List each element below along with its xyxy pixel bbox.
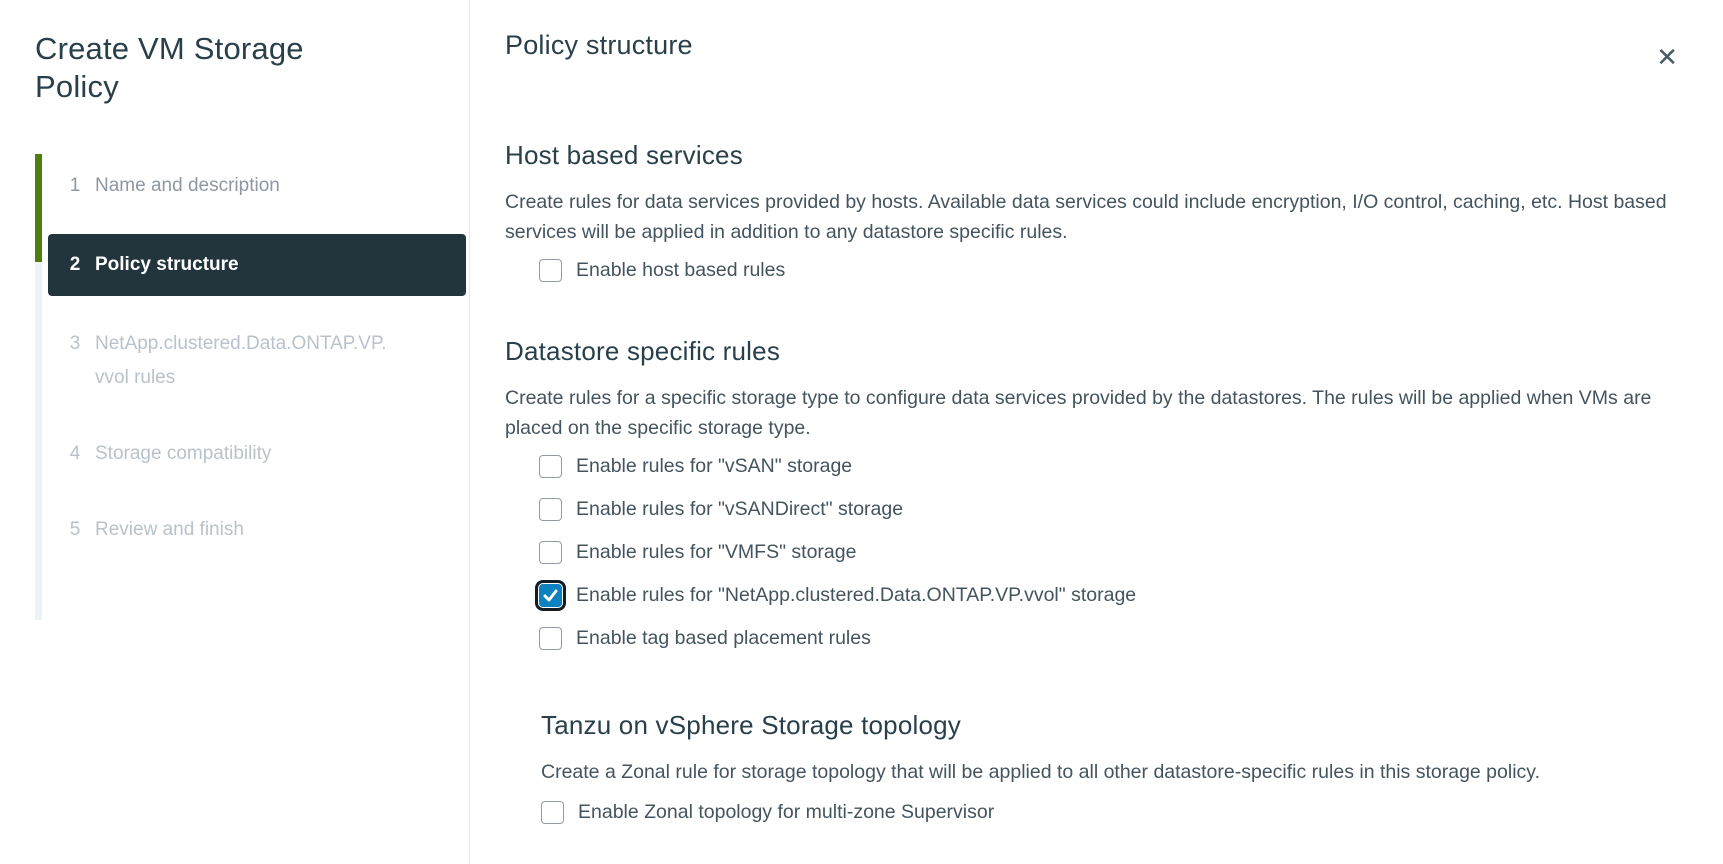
page-title: Policy structure bbox=[505, 30, 693, 60]
host-section-heading: Host based services bbox=[505, 140, 743, 170]
step-number: 3 bbox=[69, 333, 81, 354]
panel-header bbox=[505, 30, 1690, 70]
wizard-title: Create VM Storage Policy bbox=[35, 31, 304, 104]
checkbox-enable-tag-based-placement[interactable] bbox=[539, 627, 562, 650]
datastore-specific-rules-section bbox=[505, 336, 1690, 824]
step-label: Name and description bbox=[95, 175, 280, 196]
tanzu-section-description: Create a Zonal rule for storage topology that will be applied to all other datastore-specific rules in this storage policy. bbox=[541, 761, 1541, 783]
checkbox-row-enable-vmfs-rules[interactable] bbox=[539, 541, 1690, 564]
checkmark-icon bbox=[543, 589, 558, 602]
checkbox-row-enable-zonal-topology[interactable] bbox=[541, 801, 1690, 824]
checkbox-label: Enable Zonal topology for multi-zone Supervisor bbox=[578, 801, 995, 823]
checkbox-label: Enable rules for "vSANDirect" storage bbox=[576, 498, 904, 520]
checkbox-enable-host-based-rules[interactable] bbox=[539, 259, 562, 282]
host-based-services-section bbox=[505, 140, 1690, 282]
step-label: Review and finish bbox=[95, 519, 244, 540]
wizard-steps bbox=[35, 148, 469, 568]
step-label: Policy structure bbox=[95, 254, 239, 275]
step-item-storage-compatibility bbox=[35, 416, 469, 492]
tanzu-section-heading: Tanzu on vSphere Storage topology bbox=[541, 710, 961, 740]
checkbox-enable-vsan-rules[interactable] bbox=[539, 455, 562, 478]
checkbox-enable-netapp-vvol-rules[interactable] bbox=[539, 584, 562, 607]
wizard-sidebar bbox=[0, 0, 470, 864]
datastore-section-heading: Datastore specific rules bbox=[505, 336, 781, 366]
checkbox-enable-vmfs-rules[interactable] bbox=[539, 541, 562, 564]
checkbox-label: Enable rules for "vSAN" storage bbox=[576, 455, 853, 477]
step-number: 4 bbox=[69, 443, 81, 464]
step-label: Storage compatibility bbox=[95, 443, 272, 464]
step-number: 5 bbox=[69, 519, 81, 540]
policy-structure-panel bbox=[470, 0, 1723, 864]
checkbox-row-enable-tag-based-placement[interactable] bbox=[539, 627, 1690, 650]
step-number: 1 bbox=[69, 175, 81, 196]
checkbox-enable-vsandirect-rules[interactable] bbox=[539, 498, 562, 521]
step-item-review-and-finish bbox=[35, 492, 469, 568]
checkbox-enable-zonal-topology[interactable] bbox=[541, 801, 564, 824]
checkbox-label: Enable tag based placement rules bbox=[576, 627, 871, 649]
step-label: NetApp.clustered.Data.ONTAP.VP.vvol rules bbox=[95, 333, 387, 388]
checkbox-row-enable-vsandirect-rules[interactable] bbox=[539, 498, 1690, 521]
step-item-policy-structure[interactable] bbox=[48, 234, 466, 296]
step-item-name-and-description[interactable] bbox=[35, 148, 469, 224]
checkbox-label: Enable rules for "NetApp.clustered.Data.ONTAP.VP.vvol" storage bbox=[576, 584, 1137, 606]
checkbox-label: Enable host based rules bbox=[576, 259, 786, 281]
checkbox-row-enable-netapp-vvol-rules[interactable] bbox=[539, 584, 1690, 607]
checkbox-row-enable-host-based-rules[interactable] bbox=[539, 259, 1690, 282]
close-icon: ✕ bbox=[1656, 42, 1678, 72]
step-number: 2 bbox=[69, 254, 81, 275]
step-item-netapp-vvol-rules bbox=[35, 306, 469, 416]
tanzu-storage-topology-section bbox=[541, 710, 1690, 824]
datastore-section-description: Create rules for a specific storage type to configure data services provided by the datastores. The rules will be applied when VMs are placed on the specific storage type. bbox=[505, 387, 1652, 439]
host-section-description: Create rules for data services provided by hosts. Available data services could include encryption, I/O control, caching, etc. Host based services will be applied in addition to any datastore specific rules. bbox=[505, 191, 1667, 243]
close-button[interactable] bbox=[1656, 44, 1678, 70]
checkbox-row-enable-vsan-rules[interactable] bbox=[539, 455, 1690, 478]
checkbox-label: Enable rules for "VMFS" storage bbox=[576, 541, 857, 563]
